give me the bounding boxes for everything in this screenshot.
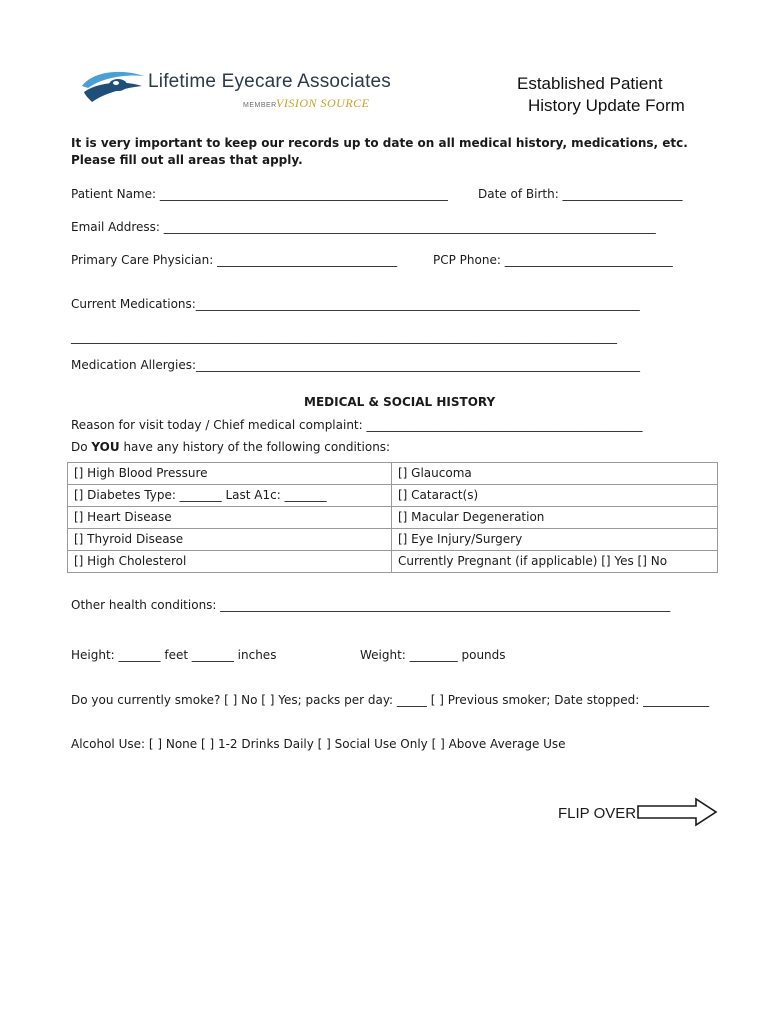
patient-name-field[interactable]: Patient Name: ________________________________________________ — [71, 187, 448, 201]
logo-name: Lifetime Eyecare Associates — [148, 71, 392, 92]
current-medications-field[interactable]: Current Medications:__________________________________________________________________________ — [71, 297, 640, 311]
logo-member: MEMBER — [243, 102, 277, 109]
weight-field[interactable]: Weight: ________ pounds — [360, 648, 506, 662]
intro-line2: Please fill out all areas that apply. — [71, 153, 303, 167]
conditions-table — [67, 462, 718, 573]
condition-high-cholesterol[interactable]: [] High Cholesterol — [68, 551, 392, 573]
table-row — [68, 507, 718, 529]
other-conditions-field[interactable]: Other health conditions: ___________________________________________________________________________ — [71, 598, 671, 612]
table-row — [68, 551, 718, 573]
logo-vision-source: VISION SOURCE — [276, 96, 370, 110]
height-field[interactable]: Height: _______ feet _______ inches — [71, 648, 277, 662]
condition-pregnant[interactable]: Currently Pregnant (if applicable) [] Yes [] No — [392, 551, 718, 573]
table-row — [68, 463, 718, 485]
intro-line1: It is very important to keep our records up to date on all medical history, medications, etc. — [71, 136, 688, 150]
condition-diabetes[interactable]: [] Diabetes Type: _______ Last A1c: _______ — [68, 485, 392, 507]
smoking-field[interactable]: Do you currently smoke? [ ] No [ ] Yes; packs per day: _____ [ ] Previous smoker; Date stopped: ___________ — [71, 693, 710, 707]
condition-high-blood-pressure[interactable]: [] High Blood Pressure — [68, 463, 392, 485]
medical-history-heading: MEDICAL & SOCIAL HISTORY — [304, 395, 496, 409]
alcohol-use-field[interactable]: Alcohol Use: [ ] None [ ] 1-2 Drinks Daily [ ] Social Use Only [ ] Above Average Use — [71, 737, 566, 751]
flip-over-label: FLIP OVER — [558, 805, 637, 822]
email-field[interactable]: Email Address: __________________________________________________________________________________ — [71, 220, 656, 234]
condition-glaucoma[interactable]: [] Glaucoma — [392, 463, 718, 485]
medication-allergies-field[interactable]: Medication Allergies:__________________________________________________________________________ — [71, 358, 641, 372]
pcp-phone-field[interactable]: PCP Phone: ____________________________ — [433, 253, 673, 267]
table-row — [68, 529, 718, 551]
right-arrow-icon — [636, 797, 718, 827]
medications-line-2[interactable]: ___________________________________________________________________________________________ — [71, 330, 617, 344]
form-title-line1: Established Patient — [517, 74, 663, 93]
date-of-birth-field[interactable]: Date of Birth: ____________________ — [478, 187, 683, 201]
conditions-question-post: have any history of the following conditions: — [119, 440, 391, 454]
form-title-line2: History Update Form — [528, 96, 685, 115]
condition-thyroid-disease[interactable]: [] Thyroid Disease — [68, 529, 392, 551]
chief-complaint-field[interactable]: Reason for visit today / Chief medical complaint: ______________________________________________ — [71, 418, 643, 432]
conditions-question-pre: Do — [71, 440, 92, 454]
primary-care-physician-field[interactable]: Primary Care Physician: ______________________________ — [71, 253, 398, 267]
condition-heart-disease[interactable]: [] Heart Disease — [68, 507, 392, 529]
conditions-question — [71, 440, 390, 454]
table-row — [68, 485, 718, 507]
condition-eye-injury-surgery[interactable]: [] Eye Injury/Surgery — [392, 529, 718, 551]
condition-cataracts[interactable]: [] Cataract(s) — [392, 485, 718, 507]
conditions-question-you: YOU — [91, 440, 120, 454]
condition-macular-degeneration[interactable]: [] Macular Degeneration — [392, 507, 718, 529]
eye-logo-icon — [80, 66, 146, 106]
